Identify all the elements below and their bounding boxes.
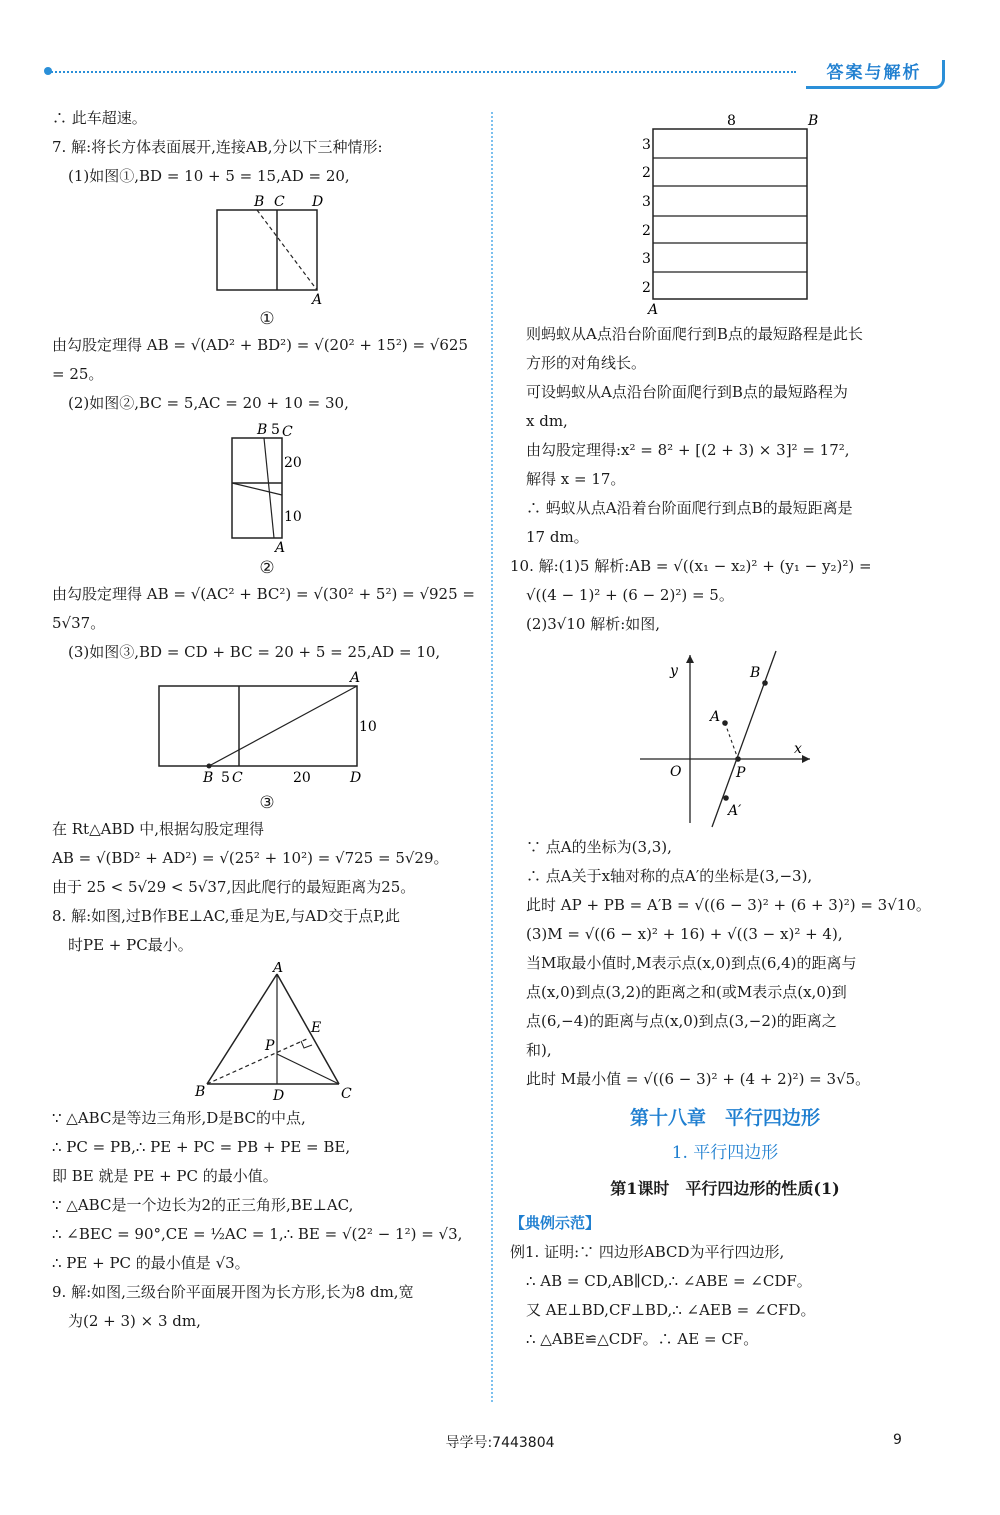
q9-step-4: 解得 x = 17。 <box>526 470 626 488</box>
example-1-line-3: 又 AE⊥BD,CF⊥BD,∴ ∠AEB = ∠CFD。 <box>526 1301 816 1319</box>
fig5-label-3a: 3 <box>642 137 651 153</box>
fig6-label-y: y <box>670 663 678 679</box>
q10-part-2: (2)3√10 解析:如图, <box>526 615 661 633</box>
fig1-label-b: B <box>254 194 265 210</box>
fig3-label-20: 20 <box>293 770 311 786</box>
q7-case-1-calc: 由勾股定理得 AB = √(AD² + BD²) = √(20² + 15²) = √625 <box>52 336 468 354</box>
question-8-intro: 8. 解:如图,过B作BE⊥AC,垂足为E,与AD交于点P,此 <box>52 907 400 925</box>
q10-step-4-cont: 点(x,0)到点(3,2)的距离之和(或M表示点(x,0)到 <box>526 983 847 1001</box>
q7-conclusion: 由于 25 < 5√29 < 5√37,因此爬行的最短距离为25。 <box>52 878 416 896</box>
q9-step-5: ∴ 蚂蚁从点A沿着台阶面爬行到点B的最短距离是 <box>526 499 853 517</box>
figure-3 <box>147 669 387 789</box>
right-column <box>510 320 940 1354</box>
question-7-intro: 7. 解:将长方体表面展开,连接AB,分以下三种情形: <box>52 138 383 156</box>
lesson-title: 第1课时 平行四边形的性质(1) <box>610 1179 840 1198</box>
q7-case-3: (3)如图③,BD = CD + BC = 20 + 5 = 25,AD = 10, <box>68 643 441 661</box>
fig1-label-a: A <box>312 292 323 305</box>
q10-part-1-result: √((4 − 1)² + (6 − 2)²) = 5。 <box>526 586 734 604</box>
q10-step-4-cont3: 和), <box>526 1041 552 1059</box>
q8-step-1: ∵ △ABC是等边三角形,D是BC的中点, <box>52 1109 306 1127</box>
fig3-label-d: D <box>350 770 362 786</box>
fig4-label-p: P <box>265 1038 275 1054</box>
figure-1-caption: ① <box>259 309 275 329</box>
fig5-label-8: 8 <box>727 113 736 129</box>
fig6-label-b: B <box>750 665 761 681</box>
q9-step-3: 由勾股定理得:x² = 8² + [(2 + 3) × 3]² = 17², <box>526 441 850 459</box>
column-divider <box>491 112 493 1402</box>
header-tag: 答案与解析 <box>806 60 945 89</box>
fig5-label-2c: 2 <box>642 280 651 296</box>
fig6-label-p: P <box>736 765 746 781</box>
left-column <box>52 104 482 1336</box>
q10-step-5: 此时 M最小值 = √((6 − 3)² + (4 + 2)²) = 3√5。 <box>526 1070 871 1088</box>
fig2-label-5: 5 <box>271 422 280 438</box>
fig6-label-o: O <box>670 764 682 780</box>
q7-case-2: (2)如图②,BC = 5,AC = 20 + 10 = 30, <box>68 394 349 412</box>
fig3-label-a: A <box>350 670 361 686</box>
question-10-intro: 10. 解:(1)5 解析:AB = √((x₁ − x₂)² + (y₁ − y₂)²) = <box>510 557 872 575</box>
fig2-label-b: B <box>257 422 268 438</box>
question-8-intro-cont: 时PE + PC最小。 <box>68 936 193 954</box>
page-number: 9 <box>893 1432 902 1448</box>
q9-step-1: 则蚂蚁从A点沿台阶面爬行到B点的最短路程是此长 <box>526 325 863 343</box>
q8-step-2: ∴ PC = PB,∴ PE + PC = PB + PE = BE, <box>52 1138 351 1156</box>
fig6-label-a: A <box>710 709 721 725</box>
text-line: ∴ 此车超速。 <box>52 109 147 127</box>
fig4-label-d: D <box>273 1088 285 1102</box>
fig6-label-x: x <box>794 741 802 757</box>
fig3-label-b: B <box>203 770 214 786</box>
figure-6-coordinate-plane <box>630 641 820 831</box>
fig3-label-10: 10 <box>359 719 377 735</box>
q9-step-2: 可设蚂蚁从A点沿台阶面爬行到B点的最短路程为 <box>526 383 848 401</box>
q7-case-2-calc: 由勾股定理得 AB = √(AC² + BC²) = √(30² + 5²) = √925 = <box>52 585 475 603</box>
question-9-intro: 9. 解:如图,三级台阶平面展开图为长方形,长为8 dm,宽 <box>52 1283 414 1301</box>
fig1-label-c: C <box>274 194 285 210</box>
fig4-label-c: C <box>341 1086 352 1102</box>
q10-step-1: ∵ 点A的坐标为(3,3), <box>526 838 672 856</box>
q7-case-1: (1)如图①,BD = 10 + 5 = 15,AD = 20, <box>68 167 350 185</box>
q10-step-4: 当M取最小值时,M表示点(x,0)到点(6,4)的距离与 <box>526 954 857 972</box>
q9-step-5-cont: 17 dm。 <box>526 528 589 546</box>
header-rule <box>48 71 796 73</box>
figure-2 <box>212 420 322 554</box>
figure-5-stairs <box>630 110 830 320</box>
chapter-title: 第十八章 平行四边形 <box>629 1107 820 1129</box>
example-tag: 【典例示范】 <box>510 1214 601 1232</box>
fig6-label-a-prime: A′ <box>728 803 742 819</box>
q8-step-4: ∵ △ABC是一个边长为2的正三角形,BE⊥AC, <box>52 1196 354 1214</box>
figure-1 <box>202 193 332 305</box>
question-9-intro-cont: 为(2 + 3) × 3 dm, <box>68 1312 201 1330</box>
q9-step-2-cont: x dm, <box>526 412 568 430</box>
fig2-label-20: 20 <box>284 455 302 471</box>
fig5-label-3c: 3 <box>642 251 651 267</box>
figure-3-caption: ③ <box>259 793 275 813</box>
q8-step-6: ∴ PE + PC 的最小值是 √3。 <box>52 1254 250 1272</box>
fig5-label-a: A <box>648 302 659 318</box>
fig5-label-2b: 2 <box>642 223 651 239</box>
q7-case-2-result: 5√37。 <box>52 614 106 632</box>
q10-step-2: ∴ 点A关于x轴对称的点A′的坐标是(3,−3), <box>526 867 813 885</box>
fig3-label-5: 5 <box>221 770 230 786</box>
q10-step-3: 此时 AP + PB = A′B = √((6 − 3)² + (6 + 3)²) = 3√10。 <box>526 896 931 914</box>
q7-case-3-calc: AB = √(BD² + AD²) = √(25² + 10²) = √725 = 5√29。 <box>52 849 449 867</box>
fig2-label-c: C <box>282 424 293 440</box>
fig4-label-e: E <box>311 1020 322 1036</box>
fig4-label-a: A <box>273 962 284 976</box>
example-1-line-4: ∴ △ABE≌△CDF。∴ AE = CF。 <box>526 1330 759 1348</box>
fig5-label-b: B <box>808 113 819 129</box>
footer-code: 导学号:7443804 <box>445 1435 555 1451</box>
section-title: 1. 平行四边形 <box>671 1143 779 1163</box>
example-1-line-1: 例1. 证明:∵ 四边形ABCD为平行四边形, <box>510 1243 785 1261</box>
fig2-label-a: A <box>275 540 286 554</box>
q9-step-1-cont: 方形的对角线长。 <box>526 354 647 372</box>
fig5-label-3b: 3 <box>642 194 651 210</box>
q8-step-5: ∴ ∠BEC = 90°,CE = ½AC = 1,∴ BE = √(2² − 1²) = √3, <box>52 1225 463 1243</box>
fig3-label-c: C <box>232 770 243 786</box>
fig4-label-b: B <box>195 1084 206 1100</box>
fig2-label-10: 10 <box>284 509 302 525</box>
fig5-label-2a: 2 <box>642 165 651 181</box>
fig1-label-d: D <box>312 194 324 210</box>
figure-4-triangle <box>177 962 357 1102</box>
q7-case-3-text: 在 Rt△ABD 中,根据勾股定理得 <box>52 820 265 838</box>
q7-case-1-result: = 25。 <box>52 365 104 383</box>
figure-2-caption: ② <box>259 558 275 578</box>
q10-part-3: (3)M = √((6 − x)² + 16) + √((3 − x)² + 4), <box>526 925 843 943</box>
q10-step-4-cont2: 点(6,−4)的距离与点(x,0)到点(3,−2)的距离之 <box>526 1012 837 1030</box>
q8-step-3: 即 BE 就是 PE + PC 的最小值。 <box>52 1167 278 1185</box>
example-1-line-2: ∴ AB = CD,AB∥CD,∴ ∠ABE = ∠CDF。 <box>526 1272 812 1290</box>
